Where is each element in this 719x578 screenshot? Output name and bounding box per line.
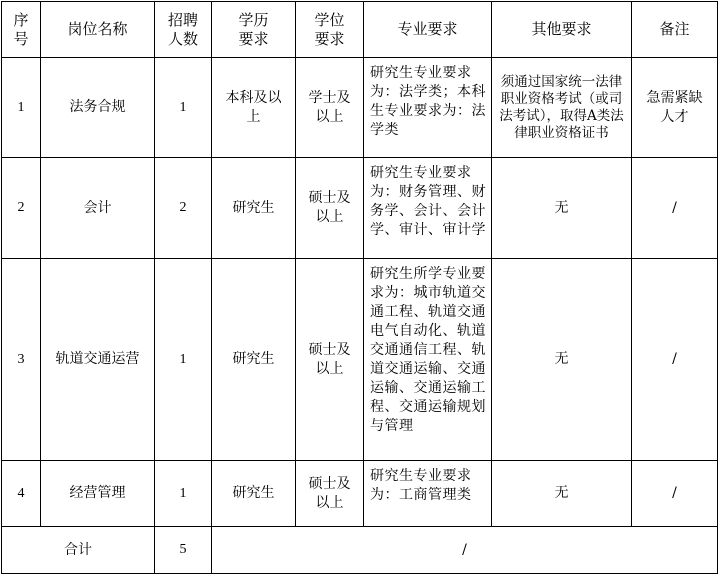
header-degree: 学位 要求 — [296, 2, 364, 58]
cell-major: 研究生专业要求为：法学类；本科生专业要求为：法学类 — [364, 58, 492, 158]
header-count: 招聘 人数 — [155, 2, 212, 58]
total-rest: / — [212, 527, 718, 574]
header-education: 学历 要求 — [212, 2, 296, 58]
cell-seq: 4 — [2, 461, 41, 527]
cell-major: 研究生专业要求为：财务管理、财务学、会计、会计学、审计、审计学 — [364, 158, 492, 259]
cell-count: 2 — [155, 158, 212, 259]
cell-degree: 硕士及 以上 — [296, 259, 364, 461]
cell-education: 本科及以 上 — [212, 58, 296, 158]
cell-position: 会计 — [41, 158, 155, 259]
cell-other: 无 — [492, 158, 632, 259]
header-remark: 备注 — [632, 2, 718, 58]
cell-remark: / — [632, 259, 718, 461]
cell-seq: 3 — [2, 259, 41, 461]
cell-other: 须通过国家统一法律职业资格考试（或司法考试），取得A类法律职业资格证书 — [492, 58, 632, 158]
cell-position: 轨道交通运营 — [41, 259, 155, 461]
cell-remark: / — [632, 158, 718, 259]
cell-education: 研究生 — [212, 259, 296, 461]
recruitment-table — [1, 1, 718, 574]
cell-count: 1 — [155, 58, 212, 158]
cell-other: 无 — [492, 461, 632, 527]
header-seq: 序 号 — [2, 2, 41, 58]
total-label: 合计 — [2, 527, 155, 574]
cell-seq: 2 — [2, 158, 41, 259]
header-other: 其他要求 — [492, 2, 632, 58]
table-row — [2, 58, 718, 158]
total-count: 5 — [155, 527, 212, 574]
table-row — [2, 158, 718, 259]
header-position: 岗位名称 — [41, 2, 155, 58]
cell-other: 无 — [492, 259, 632, 461]
cell-position: 法务合规 — [41, 58, 155, 158]
total-row — [2, 527, 718, 574]
cell-degree: 硕士及 以上 — [296, 158, 364, 259]
cell-degree: 硕士及 以上 — [296, 461, 364, 527]
cell-count: 1 — [155, 259, 212, 461]
cell-education: 研究生 — [212, 461, 296, 527]
cell-degree: 学士及 以上 — [296, 58, 364, 158]
cell-major: 研究生专业要求为：工商管理类 — [364, 461, 492, 527]
table-row — [2, 259, 718, 461]
table-row — [2, 461, 718, 527]
header-row — [2, 2, 718, 58]
cell-count: 1 — [155, 461, 212, 527]
cell-seq: 1 — [2, 58, 41, 158]
cell-remark: 急需紧缺 人才 — [632, 58, 718, 158]
cell-position: 经营管理 — [41, 461, 155, 527]
cell-education: 研究生 — [212, 158, 296, 259]
cell-major: 研究生所学专业要求为：城市轨道交通工程、轨道交通电气自动化、轨道交通通信工程、轨道交通运输、交通运输、交通运输工程、交通运输规划与管理 — [364, 259, 492, 461]
header-major: 专业要求 — [364, 2, 492, 58]
cell-remark: / — [632, 461, 718, 527]
